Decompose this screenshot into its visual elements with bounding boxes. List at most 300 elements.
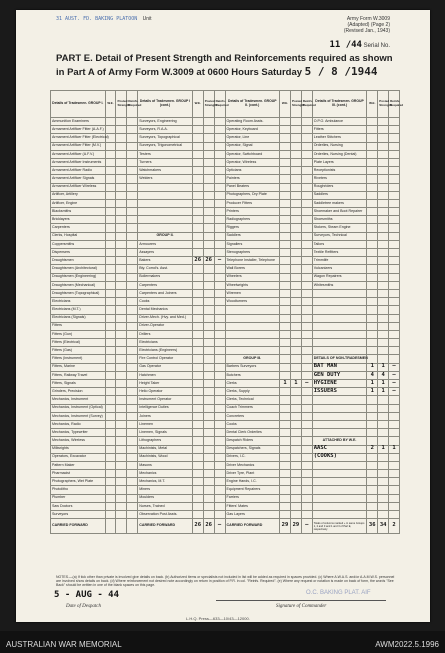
- column-header: Reinfs. Required: [127, 91, 138, 118]
- table-cell: Ammunition Examiners: [51, 118, 106, 126]
- table-cell: [127, 150, 138, 158]
- table-cell: Barbers Surveyors: [225, 363, 280, 371]
- table-cell: [290, 363, 301, 371]
- table-cell: 1: [290, 380, 301, 388]
- table-cell: AASC: [312, 445, 367, 453]
- despatch-date: 5 - AUG - 44: [54, 590, 120, 600]
- table-cell: Photographers, Dry Plate: [225, 191, 280, 199]
- table-cell: Welders: [138, 175, 193, 183]
- table-cell: [301, 429, 312, 437]
- table-row: [51, 199, 400, 207]
- table-row: [51, 380, 400, 388]
- table-cell: [203, 289, 214, 297]
- table-cell: [203, 142, 214, 150]
- table-body: [51, 118, 400, 534]
- table-cell: [389, 281, 400, 289]
- table-cell: [378, 216, 389, 224]
- column-header: W.E.: [192, 91, 203, 118]
- table-cell: [290, 339, 301, 347]
- table-cell: [312, 314, 367, 322]
- table-cell: [378, 208, 389, 216]
- table-cell: Trimmlife: [312, 257, 367, 265]
- table-cell: Draughtsmen (Engineering): [51, 273, 106, 281]
- table-cell: [214, 265, 225, 273]
- table-cell: [105, 347, 116, 355]
- table-cell: 1: [367, 388, 378, 396]
- table-cell: [214, 486, 225, 494]
- table-cell: Signallers: [225, 240, 280, 248]
- table-cell: [127, 175, 138, 183]
- table-cell: 1: [367, 380, 378, 388]
- table-cell: [214, 240, 225, 248]
- table-cell: Photographers, Wet Plate: [51, 478, 106, 486]
- table-cell: [312, 461, 367, 469]
- table-row: [51, 404, 400, 412]
- table-cell: [214, 478, 225, 486]
- table-cell: Hatchmen: [138, 371, 193, 379]
- table-cell: [127, 158, 138, 166]
- table-cell: [214, 306, 225, 314]
- table-cell: Joiners: [138, 412, 193, 420]
- form-meta-line: (Adapted) (Page 2): [347, 22, 390, 28]
- table-cell: Receptionists: [312, 167, 367, 175]
- table-cell: [367, 306, 378, 314]
- serial-label: Serial No.: [363, 43, 390, 49]
- carried-forward-cell: [105, 519, 116, 534]
- table-cell: [116, 265, 127, 273]
- table-cell: [280, 511, 291, 519]
- table-cell: [389, 396, 400, 404]
- table-cell: [225, 330, 280, 338]
- table-cell: Surveyors, Topographical: [138, 134, 193, 142]
- table-cell: [280, 240, 291, 248]
- table-cell: [203, 134, 214, 142]
- table-cell: [127, 167, 138, 175]
- table-cell: [203, 298, 214, 306]
- table-cell: [203, 183, 214, 191]
- table-cell: [214, 150, 225, 158]
- table-cell: [203, 437, 214, 445]
- table-cell: [192, 339, 203, 347]
- despatch-date-label: Date of Despatch: [66, 604, 101, 609]
- table-cell: 1: [280, 380, 291, 388]
- table-cell: 2: [367, 445, 378, 453]
- table-cell: [290, 216, 301, 224]
- table-cell: [290, 158, 301, 166]
- table-cell: [378, 224, 389, 232]
- table-cell: [301, 150, 312, 158]
- table-row: [51, 249, 400, 257]
- table-cell: [192, 429, 203, 437]
- archive-id: AWM2022.5.1996: [375, 640, 439, 649]
- table-cell: [192, 158, 203, 166]
- table-cell: [214, 494, 225, 502]
- carried-forward-cell: 26: [192, 519, 203, 534]
- table-cell: [280, 142, 291, 150]
- table-cell: [105, 167, 116, 175]
- table-cell: [389, 199, 400, 207]
- table-cell: Fitters, Railway Travel: [51, 371, 106, 379]
- table-cell: [214, 142, 225, 150]
- table-cell: [367, 150, 378, 158]
- table-cell: [378, 511, 389, 519]
- table-cell: [280, 371, 291, 379]
- table-cell: [301, 494, 312, 502]
- table-cell: [389, 183, 400, 191]
- table-cell: [192, 289, 203, 297]
- table-cell: Telephone Installer, Telephone: [225, 257, 280, 265]
- table-cell: [214, 429, 225, 437]
- carried-forward-cell: 2: [389, 519, 400, 534]
- table-cell: Orderlies, Nursing: [312, 142, 367, 150]
- table-cell: Armament Artificer Radio: [51, 167, 106, 175]
- table-cell: [290, 126, 301, 134]
- table-cell: [116, 306, 127, 314]
- table-cell: [116, 183, 127, 191]
- table-row: [51, 363, 400, 371]
- table-cell: [203, 240, 214, 248]
- table-cell: [203, 216, 214, 224]
- table-cell: [367, 347, 378, 355]
- table-cell: [378, 404, 389, 412]
- table-cell: [105, 126, 116, 134]
- table-cell: [105, 330, 116, 338]
- table-cell: [280, 216, 291, 224]
- table-cell: [127, 224, 138, 232]
- table-cell: [280, 265, 291, 273]
- table-cell: [105, 404, 116, 412]
- table-cell: [280, 257, 291, 265]
- table-cell: [280, 478, 291, 486]
- table-cell: [290, 249, 301, 257]
- table-cell: Operator, Line: [225, 134, 280, 142]
- table-row: [51, 486, 400, 494]
- table-cell: [127, 126, 138, 134]
- table-cell: [116, 257, 127, 265]
- table-cell: [203, 470, 214, 478]
- table-cell: [203, 224, 214, 232]
- table-row: [51, 502, 400, 510]
- table-cell: —: [214, 257, 225, 265]
- table-cell: [127, 322, 138, 330]
- table-cell: [116, 404, 127, 412]
- carried-forward-cell: CARRIED FORWARD: [51, 519, 106, 534]
- table-cell: Drivers, I.C.: [225, 453, 280, 461]
- table-cell: [127, 134, 138, 142]
- table-cell: Wheelwrights: [225, 281, 280, 289]
- table-cell: Masons: [138, 461, 193, 469]
- table-cell: Boilermakers: [138, 273, 193, 281]
- table-cell: Orderlies, Nursing (Dental): [312, 150, 367, 158]
- table-cell: [105, 470, 116, 478]
- table-cell: [214, 363, 225, 371]
- table-row: [51, 281, 400, 289]
- table-cell: [378, 494, 389, 502]
- table-cell: Woodturners: [225, 298, 280, 306]
- table-cell: [105, 208, 116, 216]
- table-cell: [301, 224, 312, 232]
- table-cell: Dental Mechanics: [138, 306, 193, 314]
- table-cell: 4: [378, 371, 389, 379]
- table-cell: [203, 167, 214, 175]
- table-cell: Electricians (Engineers): [138, 347, 193, 355]
- table-cell: Draughtsmen (Architectural): [51, 265, 106, 273]
- table-cell: [105, 314, 116, 322]
- table-cell: [280, 199, 291, 207]
- table-cell: [290, 118, 301, 126]
- table-cell: [367, 412, 378, 420]
- table-cell: Fitters: [312, 126, 367, 134]
- table-cell: [127, 330, 138, 338]
- table-cell: [192, 281, 203, 289]
- table-cell: [301, 167, 312, 175]
- table-row: [51, 134, 400, 142]
- table-cell: [280, 273, 291, 281]
- table-cell: [280, 388, 291, 396]
- table-row: [51, 118, 400, 126]
- table-cell: [389, 478, 400, 486]
- table-cell: Mechanics, Wireless: [51, 437, 106, 445]
- table-cell: [312, 502, 367, 510]
- table-cell: [301, 478, 312, 486]
- table-cell: [192, 273, 203, 281]
- table-row: [51, 461, 400, 469]
- table-cell: [105, 371, 116, 379]
- table-cell: [389, 470, 400, 478]
- table-cell: [127, 142, 138, 150]
- table-cell: [127, 347, 138, 355]
- table-cell: [214, 371, 225, 379]
- table-cell: [301, 191, 312, 199]
- table-cell: 26: [203, 257, 214, 265]
- table-cell: [127, 257, 138, 265]
- table-cell: Shoesmiths: [312, 216, 367, 224]
- table-cell: Bakers: [138, 257, 193, 265]
- table-cell: [105, 453, 116, 461]
- table-cell: [203, 126, 214, 134]
- table-cell: [203, 502, 214, 510]
- table-cell: Surveyors, Technical: [312, 232, 367, 240]
- table-cell: [105, 478, 116, 486]
- table-cell: [312, 347, 367, 355]
- table-cell: [203, 420, 214, 428]
- table-cell: [290, 330, 301, 338]
- table-cell: [214, 355, 225, 363]
- table-cell: [301, 134, 312, 142]
- table-cell: [203, 118, 214, 126]
- table-cell: [203, 445, 214, 453]
- table-cell: [214, 224, 225, 232]
- table-cell: Fire Control Operator: [138, 355, 193, 363]
- table-cell: [105, 249, 116, 257]
- table-cell: Painters: [225, 175, 280, 183]
- table-cell: [116, 118, 127, 126]
- table-cell: [127, 314, 138, 322]
- table-cell: [127, 232, 138, 240]
- table-cell: [203, 347, 214, 355]
- table-cell: Fitters: [51, 322, 106, 330]
- table-cell: [105, 150, 116, 158]
- table-cell: [301, 330, 312, 338]
- table-cell: [280, 134, 291, 142]
- table-cell: [127, 396, 138, 404]
- table-cell: [301, 371, 312, 379]
- table-cell: [280, 396, 291, 404]
- table-cell: [105, 437, 116, 445]
- table-cell: [105, 363, 116, 371]
- table-cell: [301, 502, 312, 510]
- table-cell: [127, 445, 138, 453]
- column-header: Posted Strength: [203, 91, 214, 118]
- table-cell: [105, 445, 116, 453]
- table-cell: [116, 429, 127, 437]
- table-cell: [280, 126, 291, 134]
- table-cell: [378, 199, 389, 207]
- table-cell: [105, 461, 116, 469]
- table-cell: Textile Refitters: [312, 249, 367, 257]
- table-cell: Clerks, Supply: [225, 388, 280, 396]
- table-row: [51, 396, 400, 404]
- table-cell: [290, 478, 301, 486]
- table-cell: [280, 470, 291, 478]
- table-cell: [378, 306, 389, 314]
- table-cell: O.P.O. Ambulance: [312, 118, 367, 126]
- table-cell: [105, 502, 116, 510]
- table-cell: [116, 437, 127, 445]
- table-cell: [290, 224, 301, 232]
- table-cell: Wall Borers: [225, 265, 280, 273]
- table-cell: Grinders, Precision: [51, 388, 106, 396]
- table-cell: [116, 412, 127, 420]
- table-cell: [367, 420, 378, 428]
- table-cell: [301, 420, 312, 428]
- table-cell: [301, 232, 312, 240]
- table-cell: Linemen: [138, 420, 193, 428]
- table-cell: [192, 175, 203, 183]
- table-cell: [105, 265, 116, 273]
- table-header-row: [51, 91, 400, 118]
- table-cell: [378, 396, 389, 404]
- table-cell: [312, 420, 367, 428]
- table-cell: [301, 339, 312, 347]
- table-cell: [105, 388, 116, 396]
- table-cell: [301, 412, 312, 420]
- table-row: [51, 158, 400, 166]
- table-cell: [389, 486, 400, 494]
- table-cell: [203, 339, 214, 347]
- table-cell: Fitters (Electrical): [51, 339, 106, 347]
- table-cell: 1: [378, 445, 389, 453]
- table-cell: [105, 175, 116, 183]
- table-cell: Riveters: [312, 175, 367, 183]
- table-cell: Clerks, Hospital: [51, 232, 106, 240]
- table-cell: [116, 167, 127, 175]
- table-cell: [389, 330, 400, 338]
- table-cell: [127, 191, 138, 199]
- table-cell: [367, 142, 378, 150]
- table-cell: [105, 183, 116, 191]
- table-cell: [389, 502, 400, 510]
- table-cell: Carpenters: [138, 281, 193, 289]
- table-cell: [192, 306, 203, 314]
- table-cell: Wheelers: [225, 273, 280, 281]
- table-cell: [301, 461, 312, 469]
- table-cell: [367, 216, 378, 224]
- table-cell: [105, 142, 116, 150]
- table-cell: [203, 281, 214, 289]
- table-cell: Whitesmiths: [312, 281, 367, 289]
- table-cell: [105, 273, 116, 281]
- table-cell: Electricians (Signals): [51, 314, 106, 322]
- table-cell: [127, 388, 138, 396]
- table-cell: Machinists, Metal: [138, 445, 193, 453]
- table-cell: Saddlers: [225, 232, 280, 240]
- table-cell: [367, 265, 378, 273]
- table-row: [51, 183, 400, 191]
- table-cell: [203, 461, 214, 469]
- table-cell: [192, 314, 203, 322]
- table-cell: [378, 265, 389, 273]
- column-header: Reinfs. Required: [214, 91, 225, 118]
- table-cell: [312, 339, 367, 347]
- archive-name: AUSTRALIAN WAR MEMORIAL: [6, 640, 122, 649]
- table-row: [51, 191, 400, 199]
- table-cell: DETAILS OF NON-TRADESMEN: [312, 355, 367, 363]
- table-cell: [367, 461, 378, 469]
- table-cell: [105, 289, 116, 297]
- table-cell: [312, 306, 367, 314]
- table-cell: Observation Post Assts.: [138, 511, 193, 519]
- table-row: [51, 429, 400, 437]
- table-cell: [127, 511, 138, 519]
- table-cell: [105, 429, 116, 437]
- table-row: [51, 224, 400, 232]
- table-cell: Linemen, Signals: [138, 429, 193, 437]
- table-cell: [127, 199, 138, 207]
- table-cell: [290, 240, 301, 248]
- table-row: [51, 494, 400, 502]
- table-cell: [116, 494, 127, 502]
- table-cell: [389, 355, 400, 363]
- table-cell: [116, 363, 127, 371]
- table-cell: [192, 208, 203, 216]
- table-cell: [280, 306, 291, 314]
- page-title: [56, 52, 396, 79]
- table-cell: [301, 470, 312, 478]
- table-cell: [116, 240, 127, 248]
- carried-forward-cell: 29: [280, 519, 291, 534]
- table-cell: [116, 461, 127, 469]
- table-cell: [378, 249, 389, 257]
- table-cell: GROUP III.: [225, 355, 280, 363]
- table-cell: —: [301, 380, 312, 388]
- table-cell: [192, 347, 203, 355]
- serial-value: 11 /44: [329, 40, 362, 50]
- table-cell: Plumber: [51, 494, 106, 502]
- table-cell: [214, 199, 225, 207]
- table-cell: [192, 388, 203, 396]
- table-cell: [192, 150, 203, 158]
- table-cell: [301, 126, 312, 134]
- table-cell: [367, 249, 378, 257]
- table-row: [51, 347, 400, 355]
- table-cell: Driver-Operator: [138, 322, 193, 330]
- table-cell: Opticians: [225, 167, 280, 175]
- table-cell: Draughtsmen: [51, 257, 106, 265]
- table-cell: [290, 175, 301, 183]
- table-cell: Electricians (M.T.): [51, 306, 106, 314]
- table-cell: Radiographers: [225, 216, 280, 224]
